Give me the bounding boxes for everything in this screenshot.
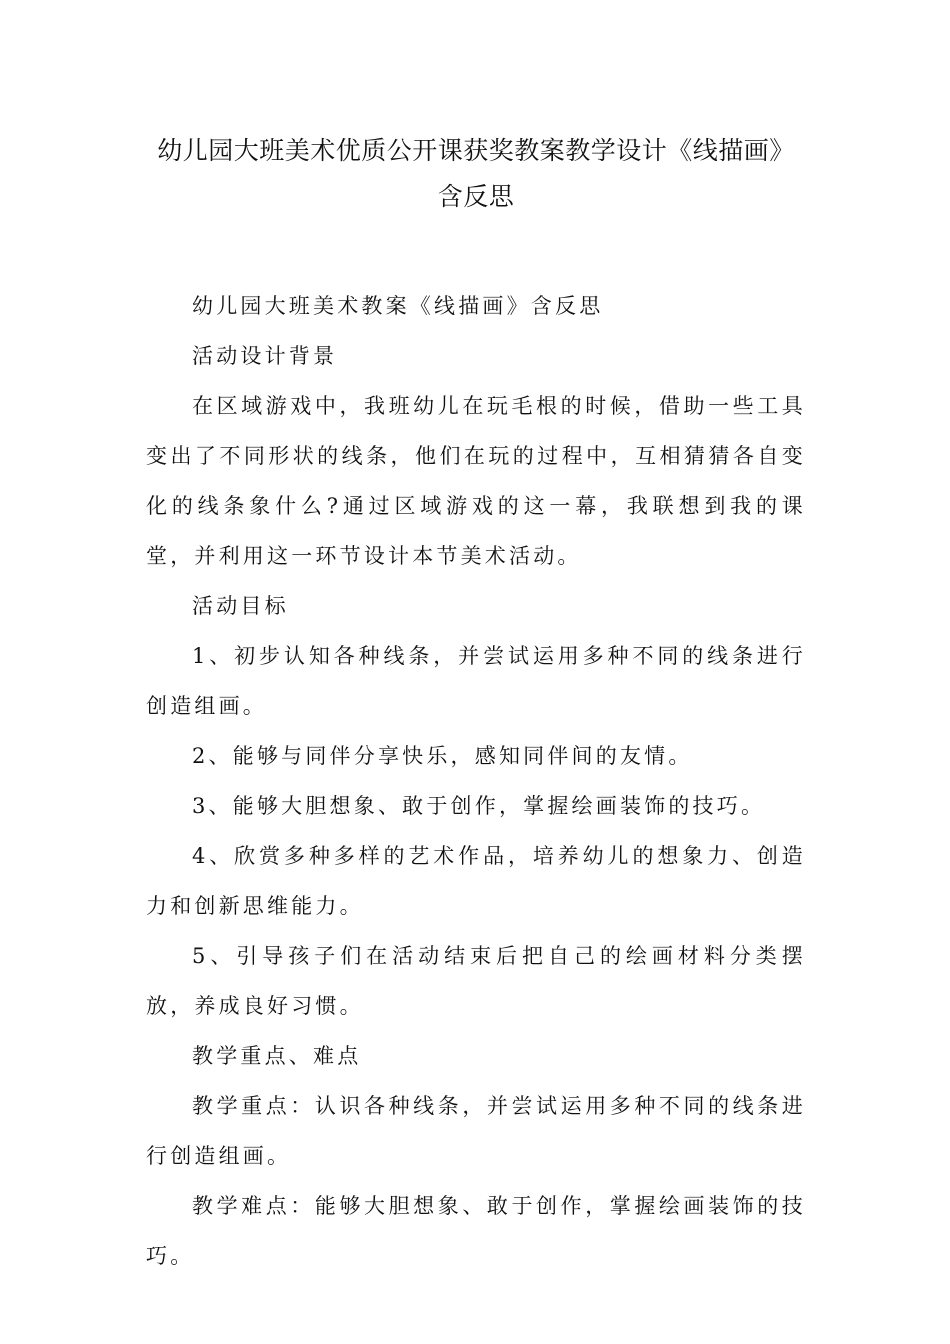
goal-item-5: 5、引导孩子们在活动结束后把自己的绘画材料分类摆放，养成良好习惯。 [146,944,806,1018]
goal-item-2: 2、能够与同伴分享快乐，感知同伴间的友情。 [192,744,693,768]
document-title: 幼儿园大班美术优质公开课获奖教案教学设计《线描画》含反思 [157,136,795,211]
paragraph-difficulty: 教学难点：能够大胆想象、敢于创作，掌握绘画装饰的技巧。 [146,1194,806,1268]
goal-item-3: 3、能够大胆想象、敢于创作，掌握绘画装饰的技巧。 [192,794,766,818]
heading-goals: 活动目标 [192,594,289,618]
document-body [146,281,806,1281]
heading-background: 活动设计背景 [192,344,338,368]
paragraph-background: 在区域游戏中，我班幼儿在玩毛根的时候，借助一些工具变出了不同形状的线条，他们在玩的过程中，互相猜猜各自变化的线条象什么?通过区域游戏的这一幕，我联想到我的课堂，并利用这一环节设计本节美术活动。 [146,394,806,568]
paragraph-key-point: 教学重点：认识各种线条，并尝试运用多种不同的线条进行创造组画。 [146,1094,806,1168]
paragraph-subtitle: 幼儿园大班美术教案《线描画》含反思 [192,294,604,318]
heading-key-points: 教学重点、难点 [192,1044,362,1068]
goal-item-1: 1、初步认知各种线条，并尝试运用多种不同的线条进行创造组画。 [146,644,806,718]
goal-item-4: 4、欣赏多种多样的艺术作品，培养幼儿的想象力、创造力和创新思维能力。 [146,844,806,918]
